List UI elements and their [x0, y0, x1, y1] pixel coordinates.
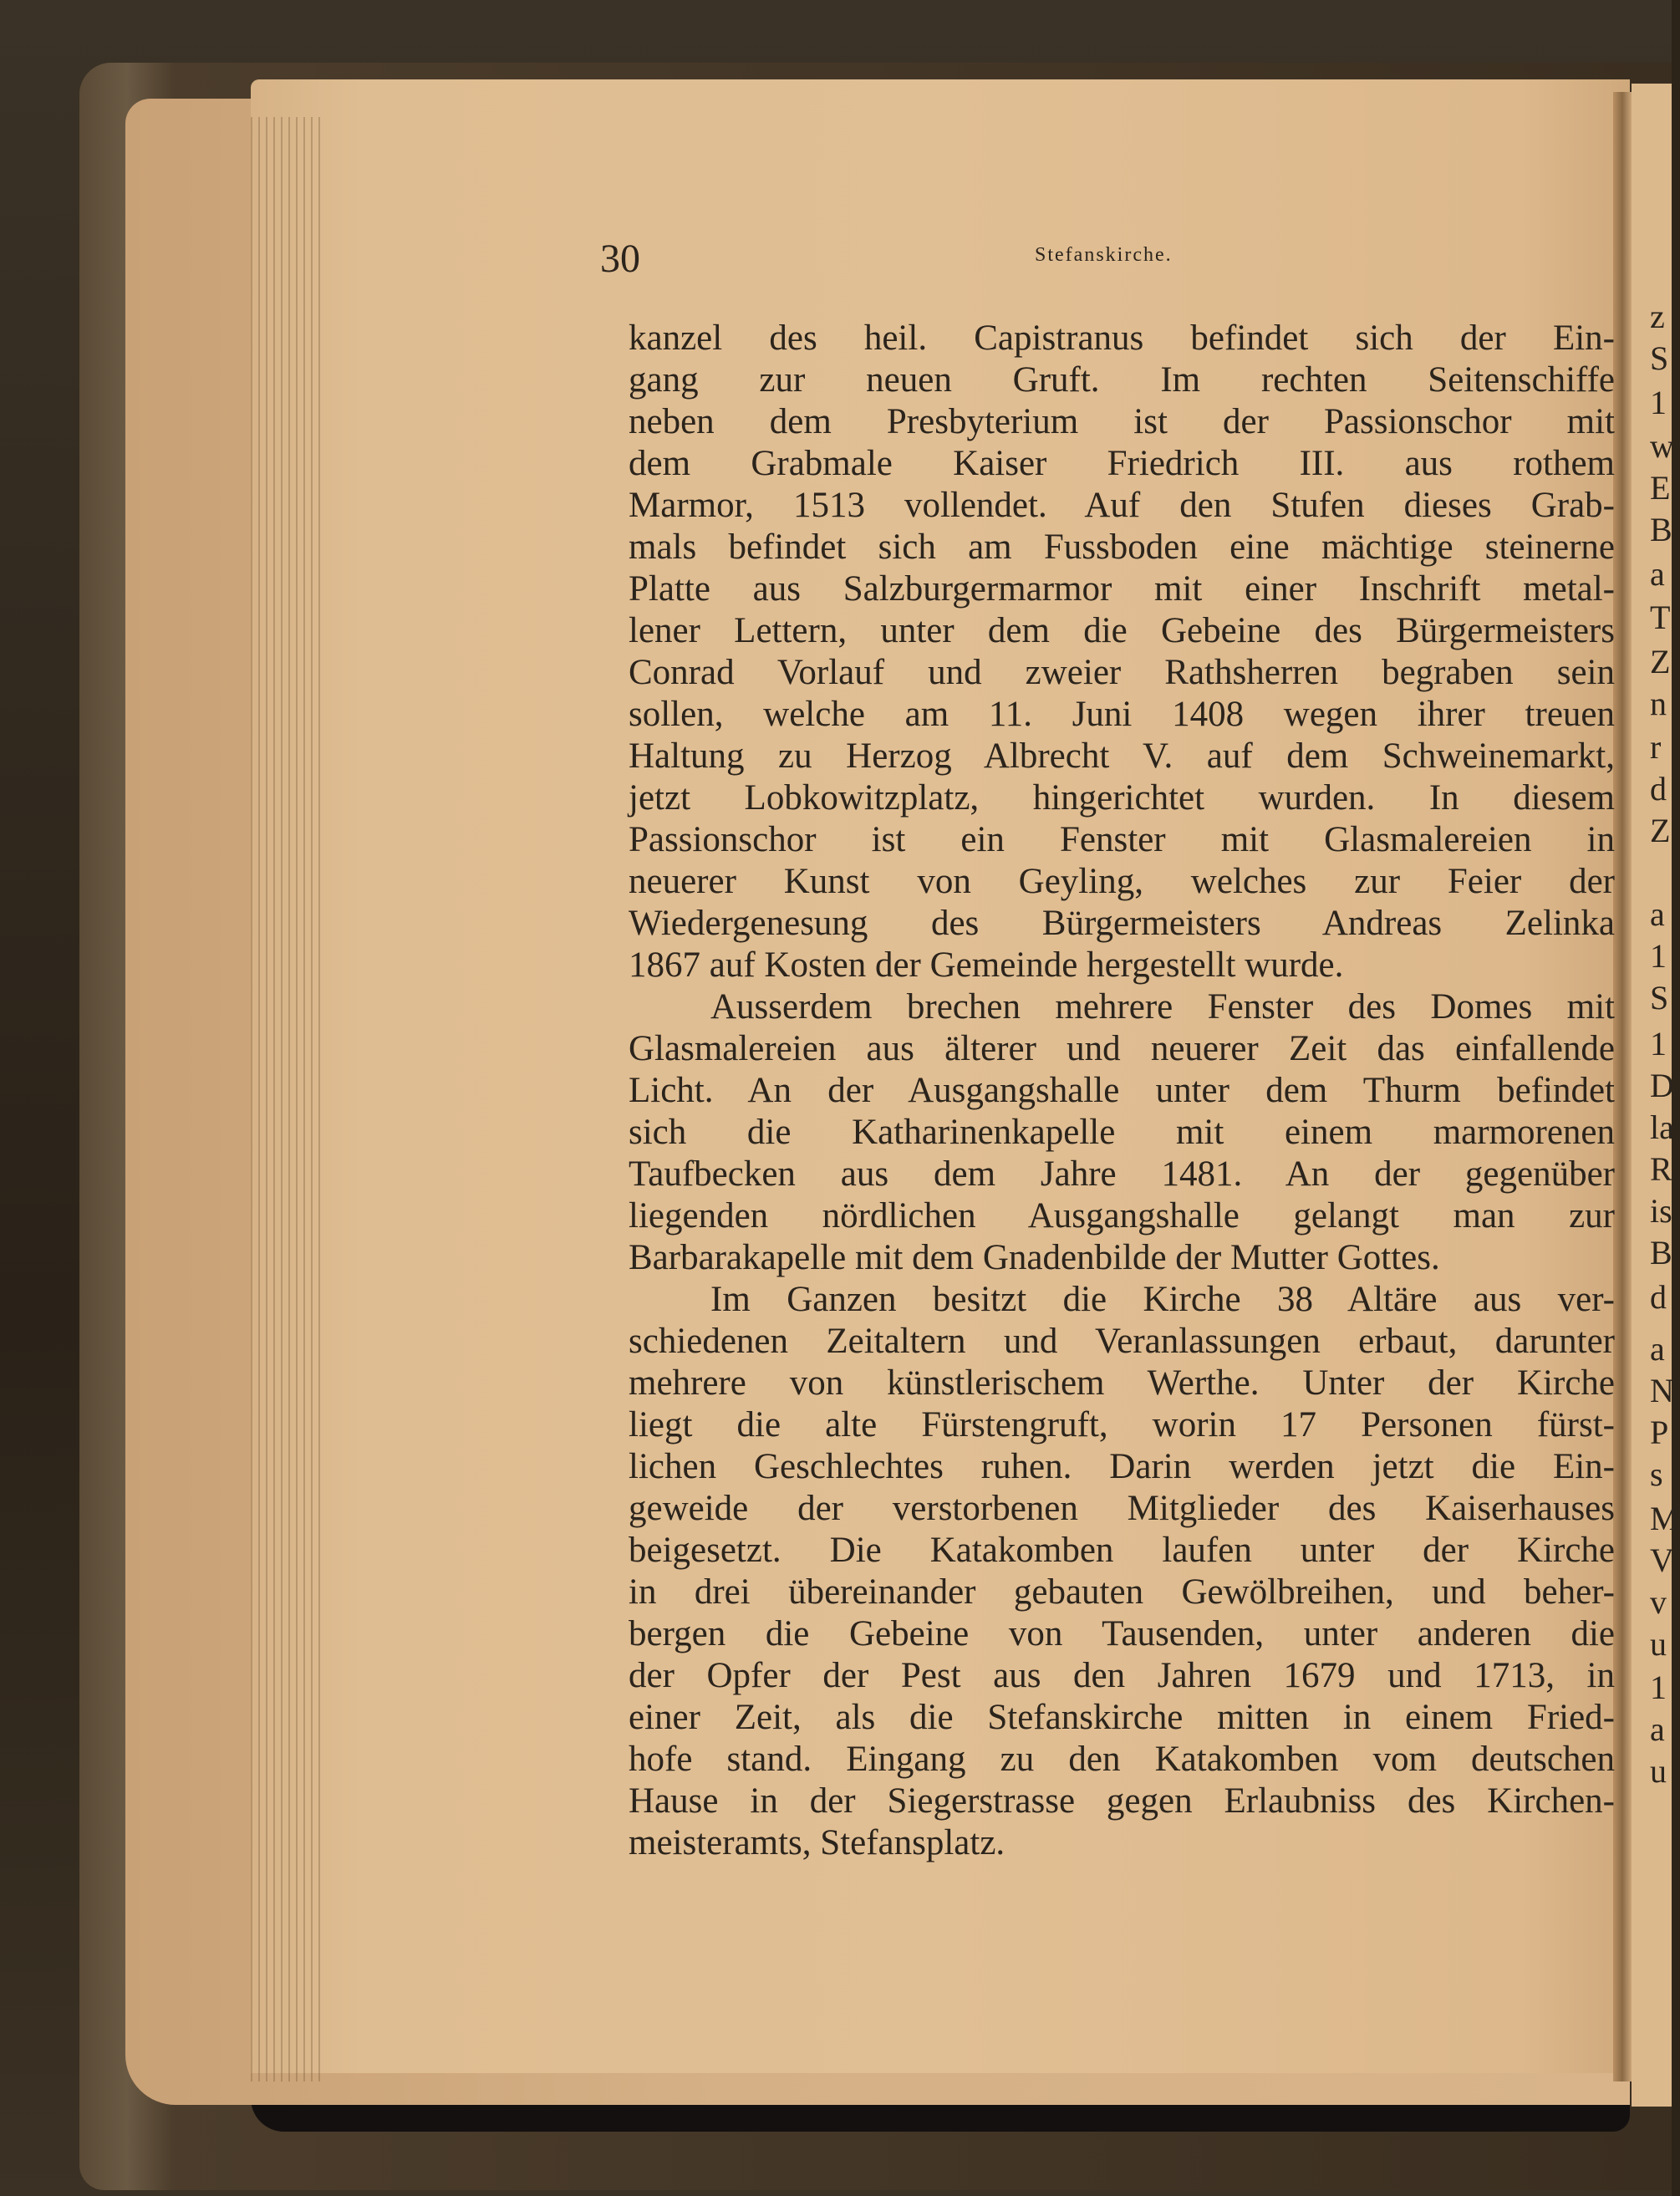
- text-line: Marmor, 1513 vollendet. Auf den Stufen dieses Grab-: [629, 486, 1615, 525]
- text-line: dem Grabmale Kaiser Friedrich III. aus rothem: [629, 444, 1615, 483]
- text-line: Haltung zu Herzog Albrecht V. auf dem Schweinemarkt,: [629, 736, 1615, 776]
- text-line: Wiedergenesung des Bürgermeisters Andreas Zelinka: [629, 904, 1615, 943]
- facing-page-fragment: 1: [1650, 384, 1667, 421]
- facing-page-fragment: 1: [1650, 1025, 1667, 1062]
- facing-page-fragment: u: [1650, 1752, 1667, 1790]
- text-line: Passionschor ist ein Fenster mit Glasmalereien in: [629, 820, 1615, 859]
- facing-page-fragment: S: [1650, 979, 1669, 1016]
- text-line: liegt die alte Fürstengruft, worin 17 Personen fürst-: [629, 1405, 1615, 1444]
- facing-page-fragment: n: [1650, 685, 1667, 722]
- text-line: mals befindet sich am Fussboden eine mächtige steinerne: [629, 527, 1615, 567]
- page-header: [600, 236, 1653, 286]
- facing-page-fragment: V: [1650, 1541, 1674, 1579]
- text-line: Im Ganzen besitzt die Kirche 38 Altäre aus ver-: [710, 1280, 1615, 1319]
- facing-page-fragment: M: [1650, 1500, 1680, 1537]
- text-line: meisteramts, Stefansplatz.: [629, 1823, 1005, 1862]
- text-line: hofe stand. Eingang zu den Katakomben vom deutschen: [629, 1740, 1615, 1779]
- text-line: Glasmalereien aus älterer und neuerer Zeit das einfallende: [629, 1029, 1615, 1068]
- facing-page-fragment: z: [1650, 298, 1665, 335]
- facing-page-fragment: 1: [1650, 1669, 1667, 1706]
- facing-page-fragment: a: [1650, 555, 1665, 593]
- text-line: 1867 auf Kosten der Gemeinde hergestellt wurde.: [629, 945, 1344, 985]
- facing-page-fragment: E: [1650, 469, 1671, 507]
- text-line: Barbarakapelle mit dem Gnadenbilde der Mutter Gottes.: [629, 1238, 1440, 1277]
- facing-page-fragment: S: [1650, 339, 1669, 377]
- text-line: kanzel des heil. Capistranus befindet sich der Ein-: [629, 318, 1615, 358]
- text-line: schiedenen Zeitaltern und Veranlassungen erbaut, darunter: [629, 1322, 1615, 1361]
- facing-page-fragment: B: [1650, 1234, 1672, 1271]
- text-line: mehrere von künstlerischem Werthe. Unter der Kirche: [629, 1363, 1615, 1403]
- facing-page-fragment: is: [1650, 1192, 1672, 1230]
- text-line: jetzt Lobkowitzplatz, hingerichtet wurden. In diesem: [629, 778, 1615, 818]
- facing-page-fragment: 1: [1650, 937, 1667, 975]
- facing-page-edge: [1632, 84, 1680, 2107]
- body-text: [629, 318, 1615, 1864]
- facing-page-fragment: R: [1650, 1150, 1672, 1188]
- book-gutter: [1613, 92, 1632, 2081]
- text-line: beigesetzt. Die Katakomben laufen unter der Kirche: [629, 1531, 1615, 1570]
- page-number: 30: [600, 237, 640, 281]
- text-line: sich die Katharinenkapelle mit einem marmorenen: [629, 1113, 1615, 1152]
- text-line: Ausserdem brechen mehrere Fenster des Domes mit: [710, 987, 1615, 1027]
- facing-page-fragment: w: [1650, 427, 1674, 465]
- facing-page-fragment: d: [1650, 770, 1667, 808]
- facing-page-fragment: a: [1650, 1330, 1665, 1368]
- facing-page-fragment: N: [1650, 1372, 1674, 1409]
- text-line: lener Lettern, unter dem die Gebeine des Bürgermeisters: [629, 611, 1615, 650]
- facing-page-fragment: T: [1650, 599, 1671, 636]
- facing-page-fragment: r: [1650, 728, 1662, 766]
- facing-page-fragment: v: [1650, 1583, 1667, 1621]
- text-line: sollen, welche am 11. Juni 1408 wegen ihrer treuen: [629, 695, 1615, 734]
- text-line: geweide der verstorbenen Mitglieder des Kaiserhauses: [629, 1489, 1615, 1528]
- facing-page-fragment: a: [1650, 1710, 1665, 1748]
- text-line: Platte aus Salzburgermarmor mit einer Inschrift metal-: [629, 569, 1615, 609]
- text-line: Hause in der Siegerstrasse gegen Erlaubniss des Kirchen-: [629, 1781, 1615, 1821]
- text-line: einer Zeit, als die Stefanskirche mitten in einem Fried-: [629, 1698, 1615, 1737]
- running-title: Stefanskirche.: [1035, 244, 1173, 266]
- text-line: bergen die Gebeine von Tausenden, unter anderen die: [629, 1614, 1615, 1653]
- text-line: liegenden nördlichen Ausgangshalle gelangt man zur: [629, 1196, 1615, 1236]
- facing-page-fragment: B: [1650, 511, 1672, 548]
- text-line: lichen Geschlechtes ruhen. Darin werden jetzt die Ein-: [629, 1447, 1615, 1486]
- facing-page-fragment: Z: [1650, 643, 1671, 680]
- page-edges: [251, 117, 326, 2081]
- text-line: gang zur neuen Gruft. Im rechten Seitenschiffe: [629, 360, 1615, 400]
- facing-page-fragment: s: [1650, 1455, 1663, 1493]
- text-line: der Opfer der Pest aus den Jahren 1679 und 1713, in: [629, 1656, 1615, 1695]
- facing-page-fragment: la: [1650, 1108, 1674, 1146]
- text-line: Taufbecken aus dem Jahre 1481. An der gegenüber: [629, 1154, 1615, 1194]
- text-line: Licht. An der Ausgangshalle unter dem Thurm befindet: [629, 1071, 1615, 1110]
- text-line: neuerer Kunst von Geyling, welches zur Feier der: [629, 862, 1615, 901]
- facing-page-fragment: u: [1650, 1625, 1667, 1663]
- facing-page-fragment: D: [1650, 1067, 1674, 1104]
- facing-page-fragment: d: [1650, 1278, 1667, 1316]
- facing-page-fragment: a: [1650, 895, 1665, 933]
- text-line: in drei übereinander gebauten Gewölbreihen, und beher-: [629, 1572, 1615, 1612]
- facing-page-fragment: Z: [1650, 812, 1671, 849]
- text-line: Conrad Vorlauf und zweier Rathsherren begraben sein: [629, 653, 1615, 692]
- text-line: neben dem Presbyterium ist der Passionschor mit: [629, 402, 1615, 441]
- facing-page-fragment: P: [1650, 1414, 1669, 1451]
